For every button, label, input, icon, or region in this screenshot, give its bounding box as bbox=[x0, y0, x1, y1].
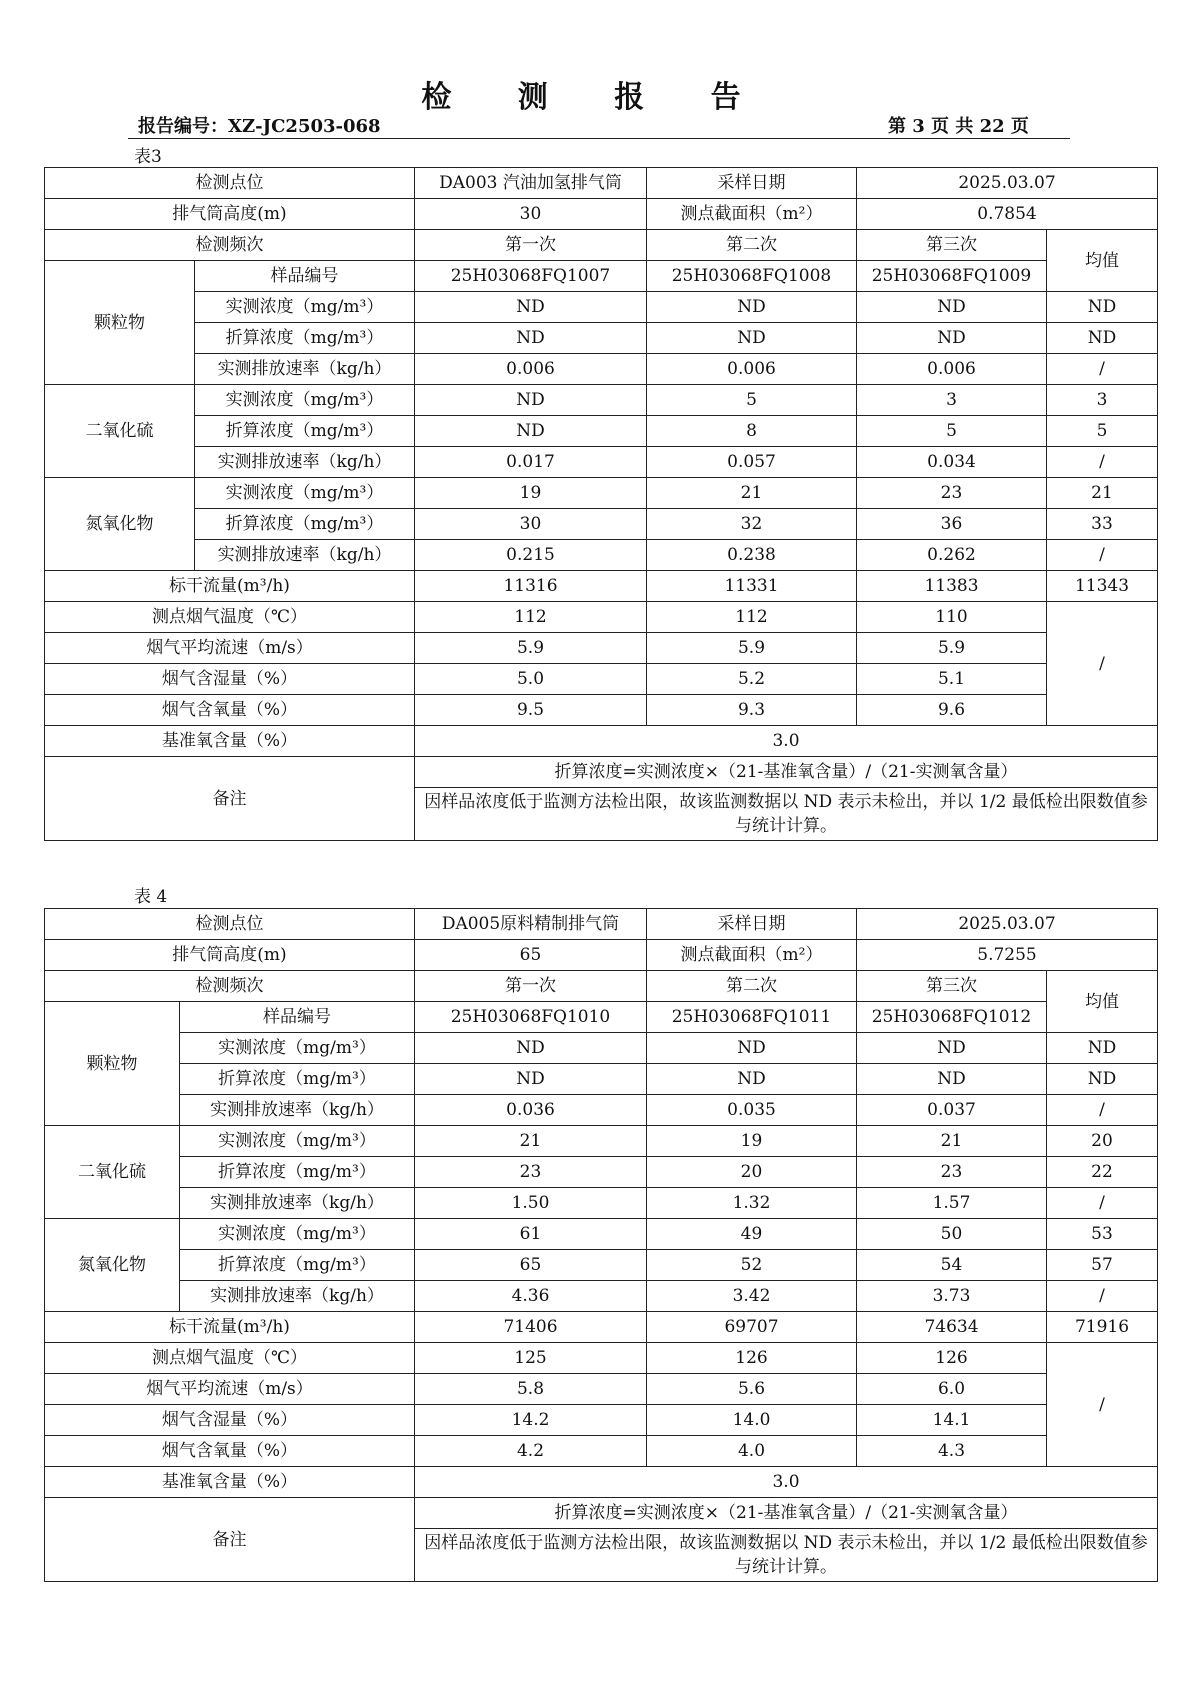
table-4 bbox=[44, 908, 1158, 1582]
table-row bbox=[45, 416, 1158, 447]
ref-oxygen-value: 3.0 bbox=[415, 1467, 1158, 1498]
param-label: 实测排放速率（kg/h） bbox=[180, 1095, 415, 1126]
param-label: 实测浓度（mg/m³） bbox=[180, 1219, 415, 1250]
header-rule bbox=[128, 138, 1070, 139]
average-cell: / bbox=[1047, 540, 1158, 571]
average-cell: 5 bbox=[1047, 416, 1158, 447]
run-header: 第三次 bbox=[857, 971, 1047, 1002]
frequency-label: 检测频次 bbox=[45, 971, 415, 1002]
param-label: 实测排放速率（kg/h） bbox=[180, 1281, 415, 1312]
value-cell: 21 bbox=[647, 478, 857, 509]
average-cell: 33 bbox=[1047, 509, 1158, 540]
value-cell: ND bbox=[857, 292, 1047, 323]
param-label: 测点烟气温度（℃） bbox=[45, 602, 415, 633]
row-ref-oxygen bbox=[45, 1467, 1158, 1498]
value-cell: 0.006 bbox=[857, 354, 1047, 385]
average-cell: 57 bbox=[1047, 1250, 1158, 1281]
value-cell: 5.1 bbox=[857, 664, 1047, 695]
value-cell: 5 bbox=[857, 416, 1047, 447]
table-row bbox=[45, 1250, 1158, 1281]
value-cell: 9.6 bbox=[857, 695, 1047, 726]
table-row bbox=[45, 292, 1158, 323]
table-row bbox=[45, 1374, 1158, 1405]
height-value: 30 bbox=[415, 199, 647, 230]
table-row bbox=[45, 1219, 1158, 1250]
value-cell: 52 bbox=[647, 1250, 857, 1281]
value-cell: ND bbox=[857, 323, 1047, 354]
run-header: 第三次 bbox=[857, 230, 1047, 261]
pollutant-name: 颗粒物 bbox=[45, 261, 195, 385]
value-cell: 6.0 bbox=[857, 1374, 1047, 1405]
remarks-label: 备注 bbox=[45, 757, 415, 841]
value-cell: 9.5 bbox=[415, 695, 647, 726]
value-cell: 61 bbox=[415, 1219, 647, 1250]
average-cell: 20 bbox=[1047, 1126, 1158, 1157]
param-label: 烟气含氧量（%） bbox=[45, 695, 415, 726]
param-label: 烟气含湿量（%） bbox=[45, 664, 415, 695]
value-cell: 4.0 bbox=[647, 1436, 857, 1467]
height-label: 排气筒高度(m) bbox=[45, 940, 415, 971]
report-number: 报告编号：XZ-JC2503-068 bbox=[138, 116, 381, 137]
sample-id: 25H03068FQ1008 bbox=[647, 261, 857, 292]
remarks-formula: 折算浓度=实测浓度×（21-基准氧含量）/（21-实测氧含量） bbox=[415, 1498, 1158, 1529]
sample-id: 25H03068FQ1009 bbox=[857, 261, 1047, 292]
param-label: 折算浓度（mg/m³） bbox=[195, 323, 415, 354]
param-label: 实测排放速率（kg/h） bbox=[195, 447, 415, 478]
table-row bbox=[45, 1033, 1158, 1064]
value-cell: ND bbox=[857, 1064, 1047, 1095]
sample-id: 25H03068FQ1010 bbox=[415, 1002, 647, 1033]
table-row bbox=[45, 1126, 1158, 1157]
value-cell: 126 bbox=[647, 1343, 857, 1374]
value-cell: 0.215 bbox=[415, 540, 647, 571]
value-cell: 5.9 bbox=[857, 633, 1047, 664]
value-cell: 5.6 bbox=[647, 1374, 857, 1405]
param-label: 烟气含湿量（%） bbox=[45, 1405, 415, 1436]
value-cell: 0.036 bbox=[415, 1095, 647, 1126]
value-cell: 3.73 bbox=[857, 1281, 1047, 1312]
table-3-label: 表3 bbox=[134, 147, 162, 167]
value-cell: 1.32 bbox=[647, 1188, 857, 1219]
area-label: 测点截面积（m²） bbox=[647, 940, 857, 971]
date-value: 2025.03.07 bbox=[857, 909, 1158, 940]
param-label: 实测浓度（mg/m³） bbox=[180, 1033, 415, 1064]
value-cell: 74634 bbox=[857, 1312, 1047, 1343]
table-row bbox=[45, 1405, 1158, 1436]
value-cell: 1.57 bbox=[857, 1188, 1047, 1219]
pollutant-name: 颗粒物 bbox=[45, 1002, 180, 1126]
height-label: 排气筒高度(m) bbox=[45, 199, 415, 230]
value-cell: 0.035 bbox=[647, 1095, 857, 1126]
flow-label: 标干流量(m³/h) bbox=[45, 571, 415, 602]
row-point bbox=[45, 168, 1158, 199]
ref-oxygen-label: 基准氧含量（%） bbox=[45, 726, 415, 757]
value-cell: ND bbox=[857, 1033, 1047, 1064]
value-cell: 0.017 bbox=[415, 447, 647, 478]
value-cell: 11331 bbox=[647, 571, 857, 602]
remarks-note: 因样品浓度低于监测方法检出限，故该监测数据以 ND 表示未检出，并以 1/2 最低检出限数值参与统计计算。 bbox=[415, 1529, 1158, 1582]
value-cell: 36 bbox=[857, 509, 1047, 540]
point-label: 检测点位 bbox=[45, 909, 415, 940]
average-cell: 71916 bbox=[1047, 1312, 1158, 1343]
value-cell: 21 bbox=[857, 1126, 1047, 1157]
value-cell: 110 bbox=[857, 602, 1047, 633]
pollutant-name: 氮氧化物 bbox=[45, 1219, 180, 1312]
row-point bbox=[45, 909, 1158, 940]
param-label: 实测浓度（mg/m³） bbox=[180, 1126, 415, 1157]
run-header: 第一次 bbox=[415, 230, 647, 261]
row-height bbox=[45, 940, 1158, 971]
value-cell: 112 bbox=[647, 602, 857, 633]
value-cell: ND bbox=[415, 1033, 647, 1064]
value-cell: ND bbox=[647, 323, 857, 354]
param-label: 折算浓度（mg/m³） bbox=[195, 509, 415, 540]
value-cell: 11316 bbox=[415, 571, 647, 602]
pollutant-name: 二氧化硫 bbox=[45, 1126, 180, 1219]
table-row bbox=[45, 633, 1158, 664]
point-value: DA003 汽油加氢排气筒 bbox=[415, 168, 647, 199]
value-cell: 14.0 bbox=[647, 1405, 857, 1436]
table-row bbox=[45, 1157, 1158, 1188]
value-cell: 19 bbox=[415, 478, 647, 509]
table-row bbox=[45, 1436, 1158, 1467]
average-cell: ND bbox=[1047, 323, 1158, 354]
value-cell: 30 bbox=[415, 509, 647, 540]
value-cell: ND bbox=[415, 292, 647, 323]
date-label: 采样日期 bbox=[647, 909, 857, 940]
value-cell: 4.2 bbox=[415, 1436, 647, 1467]
value-cell: 112 bbox=[415, 602, 647, 633]
value-cell: 49 bbox=[647, 1219, 857, 1250]
param-label: 折算浓度（mg/m³） bbox=[195, 416, 415, 447]
param-label: 实测排放速率（kg/h） bbox=[180, 1188, 415, 1219]
value-cell: 50 bbox=[857, 1219, 1047, 1250]
value-cell: 65 bbox=[415, 1250, 647, 1281]
table-row bbox=[45, 447, 1158, 478]
table-row bbox=[45, 602, 1158, 633]
value-cell: 5.8 bbox=[415, 1374, 647, 1405]
row-remarks-formula bbox=[45, 757, 1158, 788]
height-value: 65 bbox=[415, 940, 647, 971]
page-indicator: 第 3 页 共 22 页 bbox=[888, 116, 1029, 137]
point-label: 检测点位 bbox=[45, 168, 415, 199]
row-frequency bbox=[45, 971, 1158, 1002]
value-cell: 69707 bbox=[647, 1312, 857, 1343]
table-row bbox=[45, 664, 1158, 695]
value-cell: ND bbox=[415, 323, 647, 354]
average-cell: ND bbox=[1047, 292, 1158, 323]
table-row bbox=[45, 323, 1158, 354]
value-cell: 4.36 bbox=[415, 1281, 647, 1312]
pollutant-name: 二氧化硫 bbox=[45, 385, 195, 478]
value-cell: 9.3 bbox=[647, 695, 857, 726]
area-value: 0.7854 bbox=[857, 199, 1158, 230]
sample-id: 25H03068FQ1011 bbox=[647, 1002, 857, 1033]
value-cell: 14.2 bbox=[415, 1405, 647, 1436]
average-cell: / bbox=[1047, 602, 1158, 726]
value-cell: 0.006 bbox=[647, 354, 857, 385]
value-cell: ND bbox=[415, 385, 647, 416]
average-cell: 53 bbox=[1047, 1219, 1158, 1250]
row-sample bbox=[45, 261, 1158, 292]
table-row bbox=[45, 1281, 1158, 1312]
value-cell: 126 bbox=[857, 1343, 1047, 1374]
remarks-note: 因样品浓度低于监测方法检出限，故该监测数据以 ND 表示未检出，并以 1/2 最低检出限数值参与统计计算。 bbox=[415, 788, 1158, 841]
param-label: 烟气平均流速（m/s） bbox=[45, 1374, 415, 1405]
sample-label: 样品编号 bbox=[195, 261, 415, 292]
param-label: 实测排放速率（kg/h） bbox=[195, 354, 415, 385]
average-header: 均值 bbox=[1047, 230, 1158, 292]
table-row bbox=[45, 509, 1158, 540]
flow-label: 标干流量(m³/h) bbox=[45, 1312, 415, 1343]
run-header: 第二次 bbox=[647, 971, 857, 1002]
value-cell: 5.2 bbox=[647, 664, 857, 695]
value-cell: 71406 bbox=[415, 1312, 647, 1343]
table-row bbox=[45, 1095, 1158, 1126]
page-title: 检 测 报 告 bbox=[421, 80, 769, 115]
row-flow bbox=[45, 571, 1158, 602]
row-remarks-formula bbox=[45, 1498, 1158, 1529]
row-sample bbox=[45, 1002, 1158, 1033]
value-cell: 19 bbox=[647, 1126, 857, 1157]
value-cell: ND bbox=[415, 1064, 647, 1095]
row-ref-oxygen bbox=[45, 726, 1158, 757]
value-cell: ND bbox=[647, 292, 857, 323]
table-row bbox=[45, 354, 1158, 385]
average-cell: / bbox=[1047, 1095, 1158, 1126]
value-cell: 1.50 bbox=[415, 1188, 647, 1219]
pollutant-name: 氮氧化物 bbox=[45, 478, 195, 571]
table-row bbox=[45, 1064, 1158, 1095]
value-cell: 0.034 bbox=[857, 447, 1047, 478]
param-label: 实测浓度（mg/m³） bbox=[195, 385, 415, 416]
value-cell: 0.262 bbox=[857, 540, 1047, 571]
value-cell: 3 bbox=[857, 385, 1047, 416]
run-header: 第一次 bbox=[415, 971, 647, 1002]
sample-label: 样品编号 bbox=[180, 1002, 415, 1033]
param-label: 烟气平均流速（m/s） bbox=[45, 633, 415, 664]
value-cell: ND bbox=[415, 416, 647, 447]
value-cell: 5.9 bbox=[647, 633, 857, 664]
value-cell: 5.0 bbox=[415, 664, 647, 695]
average-cell: ND bbox=[1047, 1033, 1158, 1064]
value-cell: 54 bbox=[857, 1250, 1047, 1281]
average-cell: 3 bbox=[1047, 385, 1158, 416]
row-flow bbox=[45, 1312, 1158, 1343]
param-label: 折算浓度（mg/m³） bbox=[180, 1157, 415, 1188]
param-label: 折算浓度（mg/m³） bbox=[180, 1064, 415, 1095]
row-frequency bbox=[45, 230, 1158, 261]
point-value: DA005原料精制排气筒 bbox=[415, 909, 647, 940]
frequency-label: 检测频次 bbox=[45, 230, 415, 261]
table-row bbox=[45, 1188, 1158, 1219]
value-cell: 21 bbox=[415, 1126, 647, 1157]
average-cell: / bbox=[1047, 447, 1158, 478]
value-cell: 8 bbox=[647, 416, 857, 447]
average-cell: 11343 bbox=[1047, 571, 1158, 602]
value-cell: 32 bbox=[647, 509, 857, 540]
remarks-formula: 折算浓度=实测浓度×（21-基准氧含量）/（21-实测氧含量） bbox=[415, 757, 1158, 788]
area-value: 5.7255 bbox=[857, 940, 1158, 971]
ref-oxygen-value: 3.0 bbox=[415, 726, 1158, 757]
value-cell: 0.037 bbox=[857, 1095, 1047, 1126]
row-height bbox=[45, 199, 1158, 230]
table-row bbox=[45, 695, 1158, 726]
param-label: 烟气含氧量（%） bbox=[45, 1436, 415, 1467]
table-row bbox=[45, 478, 1158, 509]
average-header: 均值 bbox=[1047, 971, 1158, 1033]
value-cell: 5.9 bbox=[415, 633, 647, 664]
average-cell: ND bbox=[1047, 1064, 1158, 1095]
value-cell: 0.006 bbox=[415, 354, 647, 385]
value-cell: ND bbox=[647, 1033, 857, 1064]
remarks-label: 备注 bbox=[45, 1498, 415, 1582]
value-cell: 5 bbox=[647, 385, 857, 416]
value-cell: ND bbox=[647, 1064, 857, 1095]
sample-id: 25H03068FQ1007 bbox=[415, 261, 647, 292]
table-row bbox=[45, 540, 1158, 571]
value-cell: 23 bbox=[857, 478, 1047, 509]
area-label: 测点截面积（m²） bbox=[647, 199, 857, 230]
param-label: 实测排放速率（kg/h） bbox=[195, 540, 415, 571]
table-3 bbox=[44, 167, 1158, 841]
value-cell: 11383 bbox=[857, 571, 1047, 602]
value-cell: 125 bbox=[415, 1343, 647, 1374]
sample-id: 25H03068FQ1012 bbox=[857, 1002, 1047, 1033]
param-label: 测点烟气温度（℃） bbox=[45, 1343, 415, 1374]
date-value: 2025.03.07 bbox=[857, 168, 1158, 199]
table-4-label: 表 4 bbox=[134, 887, 168, 907]
average-cell: 21 bbox=[1047, 478, 1158, 509]
average-cell: / bbox=[1047, 1343, 1158, 1467]
table-row bbox=[45, 1343, 1158, 1374]
value-cell: 0.238 bbox=[647, 540, 857, 571]
value-cell: 4.3 bbox=[857, 1436, 1047, 1467]
value-cell: 20 bbox=[647, 1157, 857, 1188]
average-cell: 22 bbox=[1047, 1157, 1158, 1188]
param-label: 实测浓度（mg/m³） bbox=[195, 478, 415, 509]
average-cell: / bbox=[1047, 1281, 1158, 1312]
run-header: 第二次 bbox=[647, 230, 857, 261]
table-row bbox=[45, 385, 1158, 416]
date-label: 采样日期 bbox=[647, 168, 857, 199]
value-cell: 0.057 bbox=[647, 447, 857, 478]
average-cell: / bbox=[1047, 1188, 1158, 1219]
average-cell: / bbox=[1047, 354, 1158, 385]
value-cell: 14.1 bbox=[857, 1405, 1047, 1436]
ref-oxygen-label: 基准氧含量（%） bbox=[45, 1467, 415, 1498]
value-cell: 23 bbox=[415, 1157, 647, 1188]
param-label: 实测浓度（mg/m³） bbox=[195, 292, 415, 323]
param-label: 折算浓度（mg/m³） bbox=[180, 1250, 415, 1281]
value-cell: 3.42 bbox=[647, 1281, 857, 1312]
value-cell: 23 bbox=[857, 1157, 1047, 1188]
